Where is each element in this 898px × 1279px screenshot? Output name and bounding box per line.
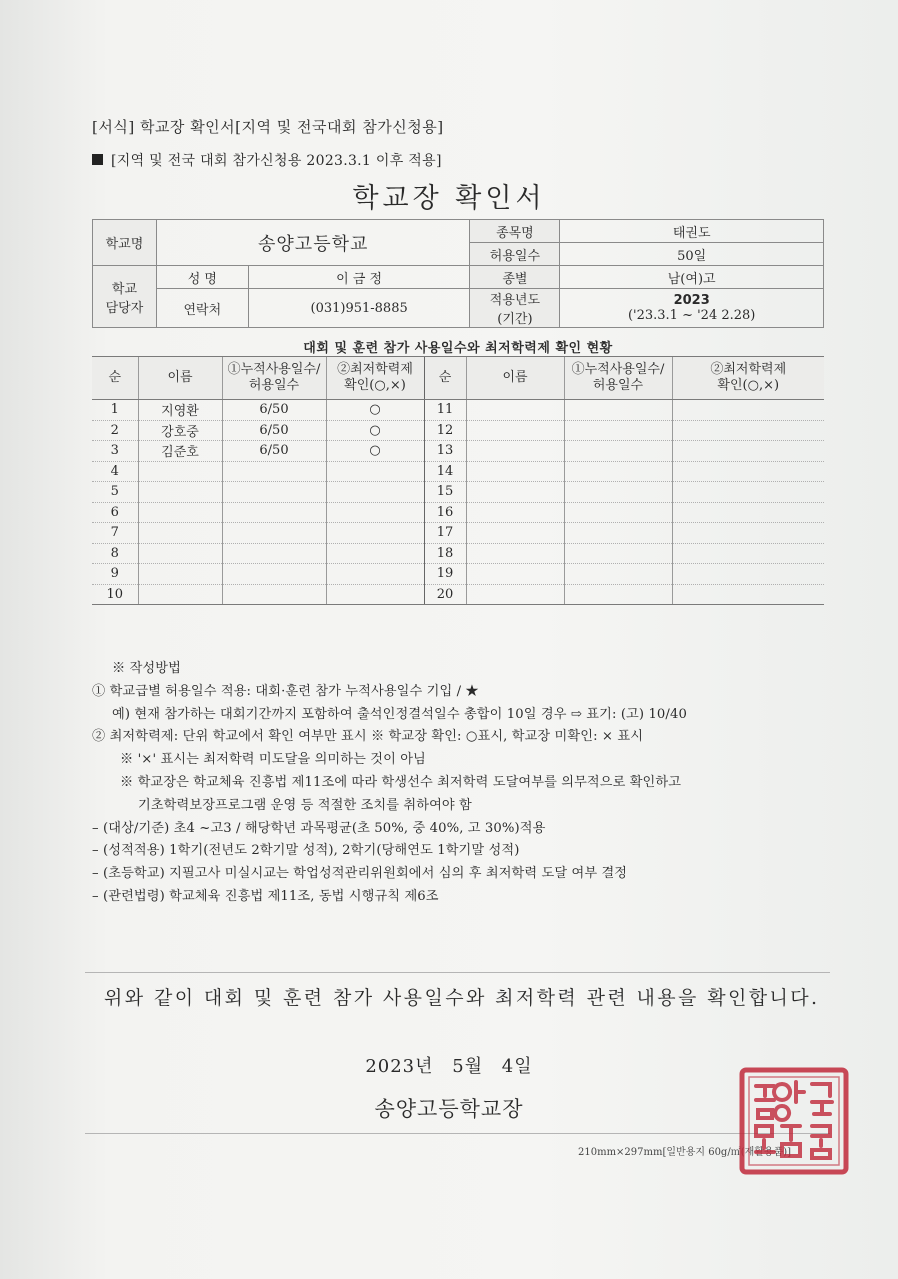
row-days-right (564, 461, 672, 482)
table-row (92, 400, 824, 421)
row-name (138, 564, 222, 585)
detail-2: – (성적적용) 1학기(전년도 2학기말 성적), 2학기(당해연도 1학기말 성적) (92, 843, 520, 859)
row-name (138, 543, 222, 564)
allowed-days-label: 허용일수 (470, 243, 560, 266)
official-seal-stamp (738, 1066, 850, 1176)
row-check (326, 502, 424, 523)
contact-label-line-1: 학교 (111, 281, 138, 297)
header-name-right: 이름 (466, 357, 564, 400)
row-check (326, 523, 424, 544)
row-check: ○ (326, 441, 424, 462)
row-no-right: 11 (424, 400, 466, 421)
school-label: 학교명 (93, 220, 157, 266)
issue-date: 2023년 5월 4일 (365, 1056, 533, 1077)
row-no: 8 (92, 543, 138, 564)
row-no: 2 (92, 420, 138, 441)
row-name: 지영환 (138, 400, 222, 421)
row-no-right: 19 (424, 564, 466, 585)
row-days-right (564, 584, 672, 605)
row-no-right: 18 (424, 543, 466, 564)
row-name (138, 461, 222, 482)
paper-size-note: 210mm×297mm[일반용지 60g/㎡(재활용품)] (578, 1147, 792, 1158)
row-no: 5 (92, 482, 138, 503)
table-row (92, 441, 824, 462)
row-check-right (672, 564, 824, 585)
school-name: 송양고등학교 (156, 220, 470, 266)
header-check-right-2: 확인(○,×) (717, 378, 780, 393)
period-value: ('23.3.1 ~ '24 2.28) (627, 308, 756, 323)
status-header-row (92, 357, 824, 400)
name-value: 이 금 정 (248, 266, 470, 289)
header-days-left (222, 357, 326, 400)
note-2-b-cont: 기초학력보장프로그램 운영 등 적절한 조치를 취하여야 함 (138, 797, 472, 813)
row-name (138, 584, 222, 605)
row-check-right (672, 523, 824, 544)
status-title: 대회 및 훈련 참가 사용일수와 최저학력제 확인 현황 (303, 341, 613, 356)
gender-label: 종별 (470, 266, 560, 289)
row-days-right (564, 420, 672, 441)
table-row (92, 543, 824, 564)
header-check-right (672, 357, 824, 400)
year-label (470, 289, 560, 328)
row-name-right (466, 461, 564, 482)
row-days (222, 461, 326, 482)
note-2: ② 최저학력제: 단위 학교에서 확인 여부만 표시 ※ 학교장 확인: ○표시, 학교장 미확인: × 표시 (92, 729, 644, 745)
row-name-right (466, 584, 564, 605)
instructions (92, 658, 687, 909)
table-row (92, 502, 824, 523)
row-no-right: 16 (424, 502, 466, 523)
form-header: [서식] 학교장 확인서[지역 및 전국대회 참가신청용] (92, 118, 444, 136)
year-value: 2023 (673, 293, 710, 308)
row-no-right: 17 (424, 523, 466, 544)
row-days-right (564, 400, 672, 421)
year-label-line-1: 적용년도 (489, 293, 541, 308)
row-days-right (564, 543, 672, 564)
table-row (92, 461, 824, 482)
header-days-left-2: 허용일수 (248, 378, 300, 393)
table-row (92, 584, 824, 605)
note-1-example: 예) 현재 참가하는 대회기간까지 포함하여 출석인정결석일수 총합이 10일 경우 ⇨ 표기: (고) 10/40 (112, 706, 687, 722)
row-name: 김준호 (138, 441, 222, 462)
detail-3: – (초등학교) 지필고사 미실시교는 학업성적관리위원회에서 심의 후 최저학력 도달 여부 결정 (92, 866, 628, 882)
row-check: ○ (326, 420, 424, 441)
row-check-right (672, 400, 824, 421)
row-check (326, 543, 424, 564)
contact-label (93, 266, 157, 328)
row-name-right (466, 400, 564, 421)
row-days (222, 564, 326, 585)
row-no-right: 14 (424, 461, 466, 482)
row-days-right (564, 564, 672, 585)
row-name (138, 523, 222, 544)
year-value-cell (560, 289, 824, 328)
row-check (326, 584, 424, 605)
phone-label: 연락처 (156, 289, 248, 328)
row-days (222, 523, 326, 544)
row-days-right (564, 441, 672, 462)
row-days: 6/50 (222, 400, 326, 421)
row-days: 6/50 (222, 420, 326, 441)
note-1: ① 학교급별 허용일수 적용: 대회·훈련 참가 누적사용일수 기입 / ★ (92, 683, 479, 699)
row-check-right (672, 420, 824, 441)
event-label: 종목명 (470, 220, 560, 243)
row-no: 9 (92, 564, 138, 585)
row-name-right (466, 523, 564, 544)
row-no-right: 12 (424, 420, 466, 441)
table-row (92, 482, 824, 503)
confirmation-text: 위와 같이 대회 및 훈련 참가 사용일수와 최저학력 관련 내용을 확인합니다. (104, 987, 820, 1009)
row-check (326, 482, 424, 503)
allowed-days-value: 50일 (560, 243, 824, 266)
principal-title: 송양고등학교장 (374, 1097, 524, 1121)
document-title: 학교장 확인서 (352, 183, 546, 214)
row-check-right (672, 461, 824, 482)
row-name-right (466, 482, 564, 503)
notes-heading: ※ 작성방법 (112, 661, 181, 676)
row-check-right (672, 482, 824, 503)
row-days (222, 584, 326, 605)
row-days-right (564, 502, 672, 523)
row-name-right (466, 502, 564, 523)
row-days: 6/50 (222, 441, 326, 462)
row-check: ○ (326, 400, 424, 421)
divider-bottom (85, 1133, 830, 1134)
header-days-right-1: ①누적사용일수/ (571, 362, 665, 377)
row-no-right: 20 (424, 584, 466, 605)
row-name-right (466, 564, 564, 585)
row-name-right (466, 420, 564, 441)
header-check-left-1: ②최저학력제 (337, 362, 413, 377)
row-days (222, 502, 326, 523)
status-table (92, 356, 824, 605)
black-square-icon (92, 154, 103, 165)
header-days-left-1: ①누적사용일수/ (227, 362, 321, 377)
divider-top (85, 972, 830, 973)
gender-value: 남(여)고 (560, 266, 824, 289)
row-days (222, 543, 326, 564)
row-name (138, 482, 222, 503)
phone-value: (031)951-8885 (248, 289, 470, 328)
detail-4: – (관련법령) 학교체육 진흥법 제11조, 동법 시행규칙 제6조 (92, 888, 439, 904)
row-days-right (564, 482, 672, 503)
row-no: 1 (92, 400, 138, 421)
table-row (92, 523, 824, 544)
header-check-left-2: 확인(○,×) (344, 378, 406, 393)
header-no-right: 순 (424, 357, 466, 400)
name-label: 성 명 (156, 266, 248, 289)
sub-header-text: [지역 및 전국 대회 참가신청용 2023.3.1 이후 적용] (111, 153, 442, 169)
row-check-right (672, 584, 824, 605)
note-2-a: ※ '×' 표시는 최저학력 미도달을 의미하는 것이 아님 (120, 752, 426, 768)
row-name-right (466, 441, 564, 462)
table-row (92, 420, 824, 441)
row-no-right: 15 (424, 482, 466, 503)
row-name-right (466, 543, 564, 564)
row-no: 7 (92, 523, 138, 544)
header-days-right (564, 357, 672, 400)
row-check (326, 564, 424, 585)
sub-header (92, 150, 442, 170)
row-no: 6 (92, 502, 138, 523)
detail-1: – (대상/기준) 초4 ~고3 / 해당학년 과목평균(초 50%, 중 40%, 고 30%)적용 (92, 820, 546, 836)
table-row (92, 564, 824, 585)
row-check-right (672, 441, 824, 462)
info-table (92, 219, 824, 328)
header-check-right-1: ②최저학력제 (710, 362, 787, 377)
year-label-line-2: (기간) (497, 312, 533, 327)
header-check-left (326, 357, 424, 400)
row-check-right (672, 543, 824, 564)
row-name: 강호중 (138, 420, 222, 441)
row-no: 3 (92, 441, 138, 462)
event-value: 태권도 (560, 220, 824, 243)
note-2-b: ※ 학교장은 학교체육 진흥법 제11조에 따라 학생선수 최저학력 도달여부를 의무적으로 확인하고 (120, 774, 682, 790)
row-no: 4 (92, 461, 138, 482)
row-days (222, 482, 326, 503)
row-no-right: 13 (424, 441, 466, 462)
row-check (326, 461, 424, 482)
row-check-right (672, 502, 824, 523)
header-no-left: 순 (92, 357, 138, 400)
header-days-right-2: 허용일수 (592, 378, 644, 393)
header-name-left: 이름 (138, 357, 222, 400)
contact-label-line-2: 담당자 (105, 300, 144, 316)
row-days-right (564, 523, 672, 544)
row-no: 10 (92, 584, 138, 605)
row-name (138, 502, 222, 523)
